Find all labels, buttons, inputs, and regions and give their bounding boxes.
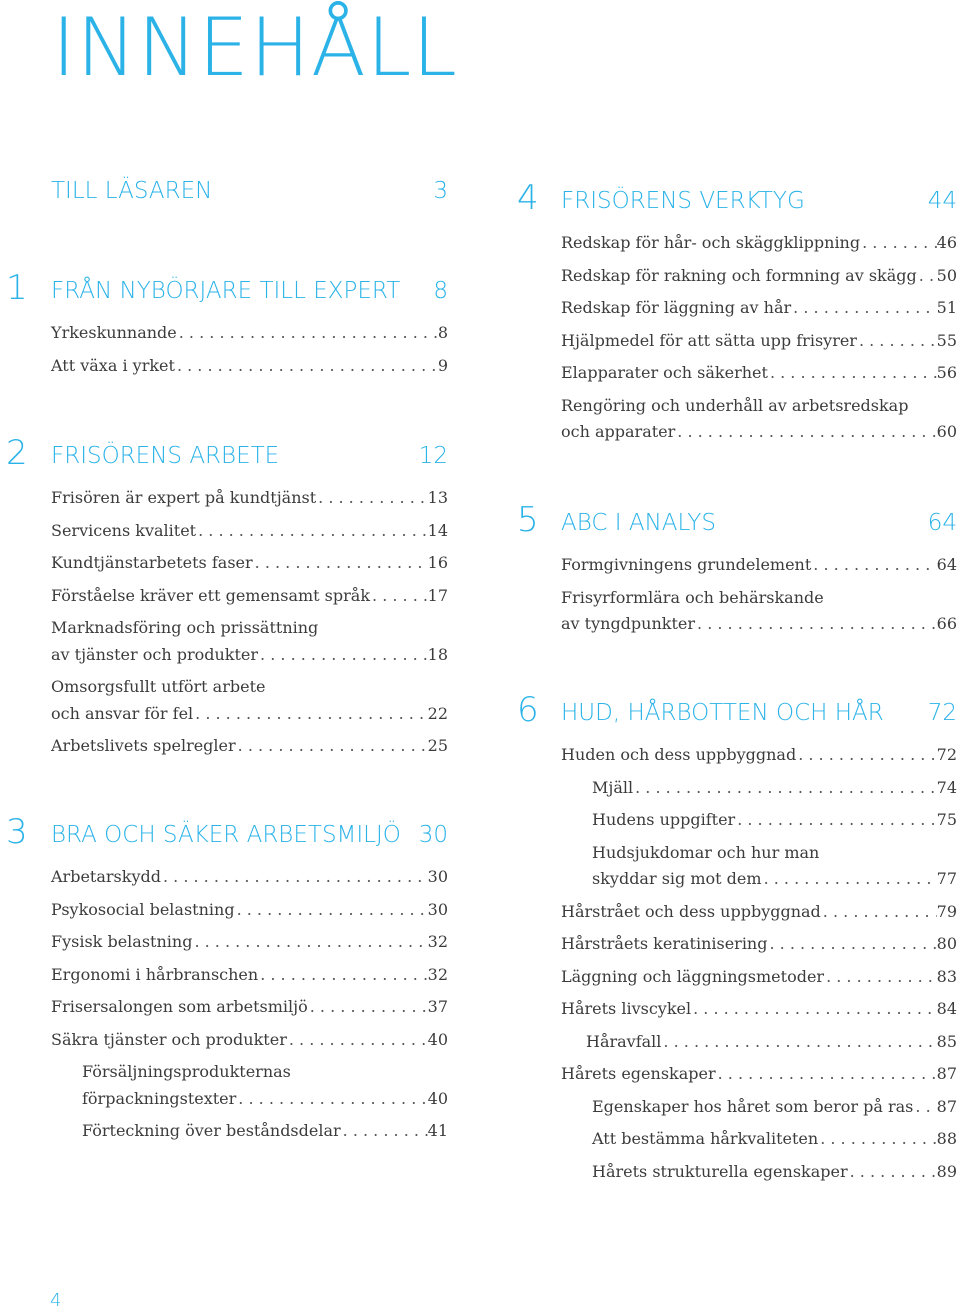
entry-title: Hudsjukdomar och hur man [592, 842, 820, 862]
entry-title: Kundtjänstarbetets faser [51, 553, 253, 572]
chapter-number: 1 [6, 268, 28, 308]
toc-entry[interactable] [592, 807, 957, 834]
dot-leader [177, 320, 438, 347]
toc-entry[interactable] [51, 1027, 448, 1054]
chapter-number: 3 [6, 812, 28, 852]
toc-entry[interactable] [561, 899, 957, 926]
toc-entry[interactable] [561, 552, 957, 579]
entry-title: förpackningstexter [82, 1088, 237, 1108]
entry-title: Elapparater och säkerhet [561, 363, 768, 382]
dot-leader [860, 230, 937, 257]
dot-leader [811, 552, 936, 579]
dot-leader [917, 263, 937, 290]
toc-entry[interactable] [51, 897, 448, 924]
entry-list [512, 742, 960, 1185]
section-title: ABC I ANALYS [561, 510, 716, 536]
entry-list [0, 485, 460, 760]
toc-entry[interactable] [51, 518, 448, 545]
entry-page-number: 14 [427, 520, 448, 540]
toc-entry[interactable] [561, 230, 957, 257]
toc-entry[interactable] [561, 393, 957, 446]
toc-entry[interactable] [561, 328, 957, 355]
toc-entry[interactable] [561, 585, 957, 638]
toc-entry[interactable] [592, 775, 957, 802]
entry-list [0, 864, 460, 1145]
section-title: FRISÖRENS VERKTYG [561, 188, 805, 214]
toc-section [512, 178, 960, 452]
toc-entry[interactable] [592, 1094, 957, 1121]
entry-title: Frisyrformlära och behärskande [561, 587, 824, 607]
entry-page-number: 60 [936, 422, 957, 441]
entry-list [512, 230, 960, 446]
entry-page-number: 83 [936, 966, 957, 986]
entry-page-number: 40 [427, 1088, 448, 1108]
dot-leader [735, 807, 936, 834]
entry-page-number: 74 [936, 777, 957, 797]
entry-title: Säkra tjänster och produkter [51, 1029, 287, 1049]
dot-leader [791, 295, 936, 322]
entry-page-number: 72 [936, 745, 957, 764]
section-heading[interactable] [512, 178, 960, 218]
entry-page-number: 17 [427, 585, 448, 605]
toc-entry[interactable] [592, 1126, 957, 1153]
entry-page-number: 30 [427, 867, 448, 886]
dot-leader [716, 1061, 937, 1088]
entry-title: och apparater [561, 422, 676, 441]
toc-entry[interactable] [51, 929, 448, 956]
section-page-number: 30 [418, 822, 448, 848]
entry-page-number: 41 [427, 1121, 448, 1140]
dot-leader [175, 353, 438, 380]
chapter-number: 6 [517, 690, 539, 730]
entry-page-number: 9 [437, 355, 448, 375]
entry-page-number: 87 [936, 1064, 957, 1083]
toc-section [0, 178, 460, 220]
entry-title: Hårstråets keratinisering [561, 934, 768, 953]
entry-page-number: 64 [936, 555, 957, 574]
dot-leader [818, 1126, 936, 1153]
entry-title: Förståelse kräver ett gemensamt språk [51, 585, 371, 605]
dot-leader [236, 1086, 427, 1113]
toc-entry[interactable] [51, 320, 448, 347]
toc-section [512, 690, 960, 1191]
toc-entry[interactable] [51, 353, 448, 380]
entry-page-number: 46 [936, 233, 957, 252]
entry-title: Frisersalongen som arbetsmiljö [51, 997, 308, 1016]
entry-title: Ergonomi i hårbranschen [51, 964, 259, 984]
dot-leader [857, 328, 937, 355]
page-number: 4 [50, 1290, 62, 1311]
toc-entry[interactable] [51, 674, 448, 727]
toc-entry[interactable] [592, 840, 957, 893]
toc-entry[interactable] [561, 360, 957, 387]
entry-page-number: 16 [427, 553, 448, 572]
entry-title: Frisören är expert på kundtjänst [51, 488, 317, 507]
entry-title: Huden och dess uppbyggnad [561, 745, 797, 764]
entry-page-number: 25 [427, 736, 448, 755]
entry-page-number: 56 [936, 363, 957, 382]
entry-title: Psykosocial belastning [51, 899, 235, 919]
toc-entry[interactable] [561, 996, 957, 1023]
toc-entry[interactable] [592, 1159, 957, 1186]
entry-page-number: 51 [936, 298, 957, 317]
toc-entry[interactable] [51, 864, 448, 891]
entry-page-number: 77 [936, 869, 957, 888]
entry-title: Redskap för rakning och formning av skägg [561, 265, 917, 285]
chapter-number: 5 [517, 500, 539, 540]
entry-page-number: 84 [936, 999, 957, 1018]
entry-title: Att växa i yrket [51, 355, 175, 375]
toc-entry[interactable] [51, 994, 448, 1021]
entry-page-number: 30 [427, 899, 448, 919]
section-title: TILL LÄSAREN [51, 178, 213, 204]
entry-title: Förteckning över beståndsdelar [82, 1121, 341, 1140]
toc-entry[interactable] [561, 964, 957, 991]
section-heading[interactable] [0, 812, 460, 852]
entry-page-number: 89 [936, 1161, 957, 1181]
entry-title: Yrkeskunnande [51, 323, 177, 342]
entry-page-number: 85 [936, 1031, 957, 1051]
entry-page-number: 75 [936, 810, 957, 829]
dot-leader [821, 899, 937, 926]
entry-title: Rengöring och underhåll av arbetsredskap [561, 395, 909, 415]
toc-section [0, 433, 460, 766]
dot-leader [762, 866, 937, 893]
entry-title: av tyngdpunkter [561, 614, 696, 633]
entry-page-number: 88 [936, 1129, 957, 1148]
entry-title: Hårstrået och dess uppbyggnad [561, 901, 821, 921]
section-title: FRÅN NYBÖRJARE TILL EXPERT [51, 278, 401, 304]
section-page-number: 3 [433, 178, 448, 204]
dot-leader [253, 550, 428, 577]
entry-title: Hårets egenskaper [561, 1064, 716, 1083]
dot-leader [370, 583, 428, 610]
section-page-number: 72 [927, 700, 957, 726]
dot-leader [341, 1118, 428, 1145]
entry-title: Omsorgsfullt utfört arbete [51, 677, 266, 696]
entry-page-number: 66 [936, 614, 957, 633]
section-heading[interactable] [0, 433, 460, 473]
dot-leader [796, 742, 936, 769]
toc-section [0, 812, 460, 1151]
entry-page-number: 50 [936, 265, 957, 285]
entry-list [512, 552, 960, 638]
entry-page-number: 32 [427, 932, 448, 951]
dot-leader [287, 1027, 428, 1054]
chapter-number: 2 [6, 433, 28, 473]
section-heading[interactable] [0, 178, 460, 208]
section-page-number: 64 [927, 510, 957, 536]
dot-leader [633, 775, 937, 802]
dot-leader [316, 485, 427, 512]
toc-entry[interactable] [51, 962, 448, 989]
dot-leader [192, 929, 427, 956]
toc-entry[interactable] [82, 1059, 448, 1112]
entry-title: Hårets livscykel [561, 999, 692, 1018]
entry-title: Läggning och läggningsmetoder [561, 966, 825, 986]
entry-title: Försäljningsprodukternas [82, 1062, 291, 1081]
entry-title: Hjälpmedel för att sätta upp frisyrer [561, 330, 857, 350]
toc-entry[interactable] [561, 263, 957, 290]
entry-page-number: 22 [427, 703, 448, 723]
entry-page-number: 18 [427, 644, 448, 664]
dot-leader [258, 962, 427, 989]
entry-title: skyddar sig mot dem [592, 869, 762, 888]
entry-title: Hudens uppgifter [592, 810, 736, 829]
entry-title: Formgivningens grundelement [561, 555, 812, 574]
dot-leader [824, 964, 937, 991]
entry-title: Arbetarskydd [51, 867, 161, 886]
entry-page-number: 79 [936, 901, 957, 921]
entry-page-number: 80 [936, 934, 957, 953]
toc-section [512, 500, 960, 644]
entry-title: Fysisk belastning [51, 932, 193, 951]
dot-leader [695, 611, 937, 638]
entry-page-number: 8 [437, 323, 448, 342]
chapter-number: 4 [517, 178, 539, 218]
dot-leader [848, 1159, 937, 1186]
dot-leader [258, 642, 428, 669]
entry-page-number: 37 [427, 997, 448, 1016]
toc-entry[interactable] [51, 615, 448, 668]
dot-leader [308, 994, 428, 1021]
entry-list [0, 320, 460, 379]
toc-entry[interactable] [561, 742, 957, 769]
toc-entry[interactable] [51, 733, 448, 760]
section-heading[interactable] [512, 500, 960, 540]
entry-title: Marknadsföring och prissättning [51, 618, 319, 637]
toc-entry[interactable] [586, 1029, 957, 1056]
section-page-number: 44 [927, 188, 957, 214]
entry-title: Egenskaper hos håret som beror på ras [592, 1096, 914, 1116]
dot-leader [767, 931, 936, 958]
dot-leader [913, 1094, 936, 1121]
section-page-number: 12 [418, 443, 448, 469]
section-title: HUD, HÅRBOTTEN OCH HÅR [561, 700, 884, 726]
entry-page-number: 32 [427, 964, 448, 984]
toc-entry[interactable] [561, 931, 957, 958]
toc-entry[interactable] [51, 550, 448, 577]
toc-entry[interactable] [82, 1118, 448, 1145]
section-title: BRA OCH SÄKER ARBETSMILJÖ [51, 822, 401, 848]
dot-leader [193, 701, 427, 728]
entry-page-number: 55 [936, 330, 957, 350]
section-page-number: 8 [433, 278, 448, 304]
toc-entry[interactable] [51, 485, 448, 512]
dot-leader [235, 897, 428, 924]
dot-leader [161, 864, 428, 891]
toc-entry[interactable] [561, 295, 957, 322]
section-title: FRISÖRENS ARBETE [51, 443, 280, 469]
entry-title: Arbetslivets spelregler [51, 736, 236, 755]
dot-leader [661, 1029, 936, 1056]
entry-title: Håravfall [586, 1031, 662, 1051]
entry-title: Redskap för hår- och skäggklippning [561, 233, 861, 252]
page-title: INNEHÅLL [52, 1, 458, 94]
entry-title: Hårets strukturella egenskaper [592, 1161, 848, 1181]
section-heading[interactable] [0, 268, 460, 308]
entry-title: och ansvar för fel [51, 703, 194, 723]
section-heading[interactable] [512, 690, 960, 730]
entry-page-number: 13 [427, 488, 448, 507]
entry-title: av tjänster och produkter [51, 644, 259, 664]
toc-entry[interactable] [51, 583, 448, 610]
entry-title: Servicens kvalitet [51, 520, 197, 540]
entry-page-number: 87 [936, 1096, 957, 1116]
entry-title: Redskap för läggning av hår [561, 298, 792, 317]
toc-entry[interactable] [561, 1061, 957, 1088]
entry-title: Att bestämma hårkvaliteten [592, 1129, 819, 1148]
toc-section [0, 268, 460, 385]
dot-leader [196, 518, 428, 545]
dot-leader [236, 733, 428, 760]
dot-leader [675, 419, 936, 446]
entry-page-number: 40 [427, 1029, 448, 1049]
dot-leader [691, 996, 937, 1023]
dot-leader [768, 360, 937, 387]
entry-title: Mjäll [592, 777, 634, 797]
